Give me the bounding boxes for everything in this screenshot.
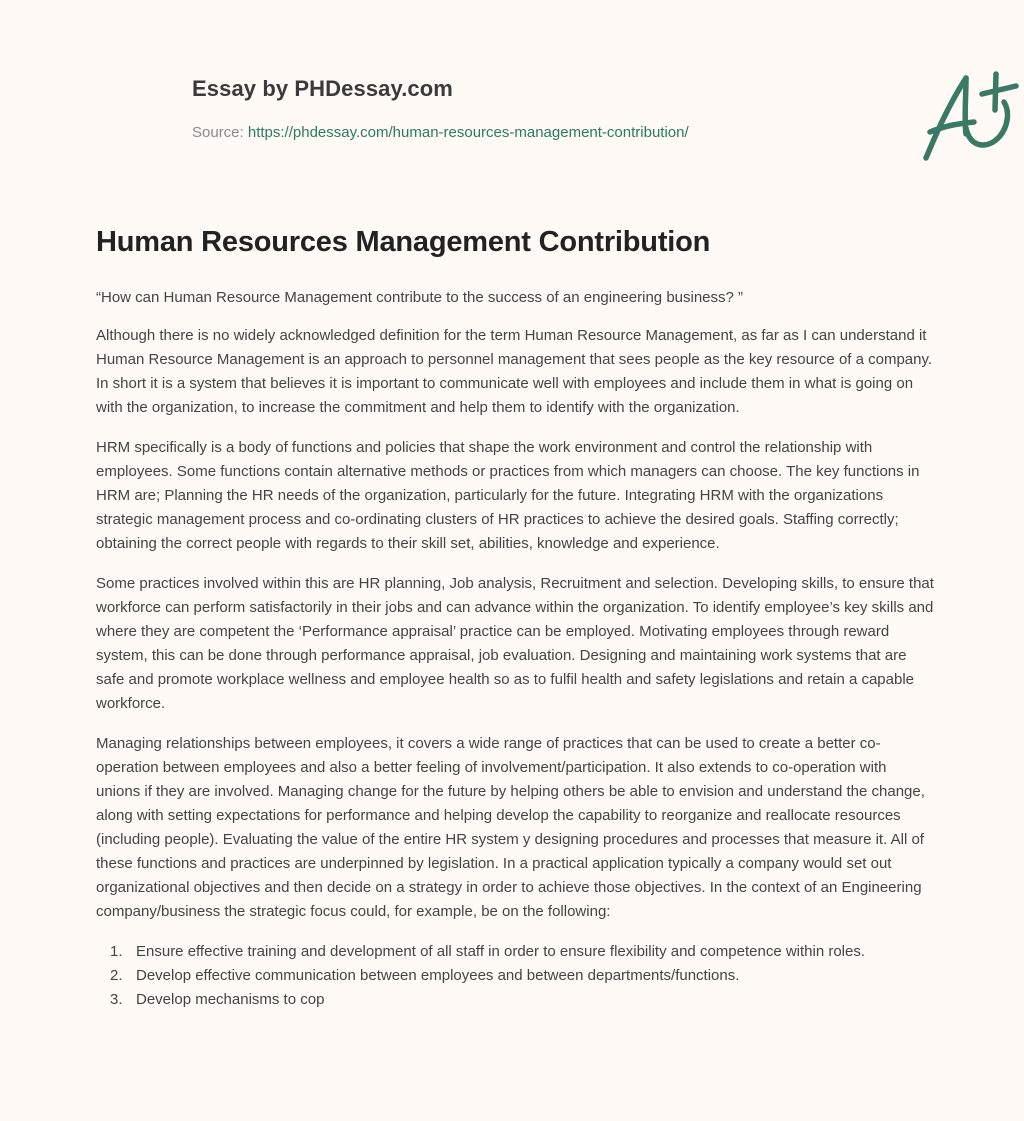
list-number: 1. — [110, 943, 123, 960]
page-header — [96, 0, 928, 190]
source-link[interactable]: https://phdessay.com/human-resources-management-contribution/ — [247, 124, 689, 141]
list-item-text: Develop effective communication between employees and between departments/functions. — [136, 967, 740, 984]
paragraph: HRM specifically is a body of functions and policies that shape the work environment and control the relationship with employees. Some functions contain alternative methods or practices from which managers can choose. The key functions in HRM are; Planning the HR needs of the organization, particularly for the future. Integrating HRM with the organizations strategic management process and co-ordinating clusters of HR practices to achieve the desired goals. Staffing correctly; obtaining the correct people with regards to their skill set, abilities, knowledge and experience. — [96, 439, 920, 552]
list-item — [96, 964, 934, 988]
paragraph: Although there is no widely acknowledged definition for the term Human Resource Management, as far as I can understand it Human Resource Management is an approach to personnel management that sees people as the key resource of a company. In short it is a system that believes it is important to communicate well with employees and include them in what is going on with the organization, to increase the commitment and help them to identify with the organization. — [96, 327, 933, 416]
list-number: 2. — [110, 967, 123, 984]
source-line — [192, 124, 689, 141]
list-number: 3. — [110, 991, 123, 1008]
a-plus-grade-icon — [916, 64, 1024, 168]
essay-question: “How can Human Resource Management contribute to the success of an engineering business? ” — [96, 289, 744, 306]
site-brand: Essay by PHDessay.com — [192, 76, 453, 101]
paragraph: Some practices involved within this are HR planning, Job analysis, Recruitment and selection. Developing skills, to ensure that workforce can perform satisfactorily in their jobs and can advance within the organization. To identify employee’s key skills and where they are competent the ‘Performance appraisal’ practice can be employed. Motivating employees through reward system, this can be done through performance appraisal, job evaluation. Designing and maintaining work systems that are safe and promote workplace wellness and employee health so as to fulfil health and safety legislations and retain a capable workforce. — [96, 575, 934, 712]
list-item-text: Ensure effective training and development of all staff in order to ensure flexibility and competence within roles. — [136, 943, 866, 960]
source-label: Source: — [192, 124, 248, 141]
list-item-text: Develop mechanisms to cop — [136, 991, 325, 1008]
list-item — [96, 940, 934, 964]
strategic-focus-list — [96, 940, 934, 1012]
paragraph: Managing relationships between employees, it covers a wide range of practices that can be used to create a better co-operation between employees and also a better feeling of involvement/participation. It also extends to co-operation with unions if they are involved. Managing change for the future by helping others be able to envision and understand the change, along with setting expectations for performance and helping develop the capability to reorganize and reallocate resources (including people). Evaluating the value of the entire HR system y designing procedures and processes that measure it. All of these functions and practices are underpinned by legislation. In a practical application typically a company would set out organizational objectives and then decide on a strategy in order to achieve those objectives. In the context of an Engineering company/business the strategic focus could, for example, be on the following: — [96, 735, 925, 920]
page-title: Human Resources Management Contribution — [96, 226, 711, 258]
article-body — [96, 286, 934, 1012]
list-item — [96, 988, 934, 1012]
